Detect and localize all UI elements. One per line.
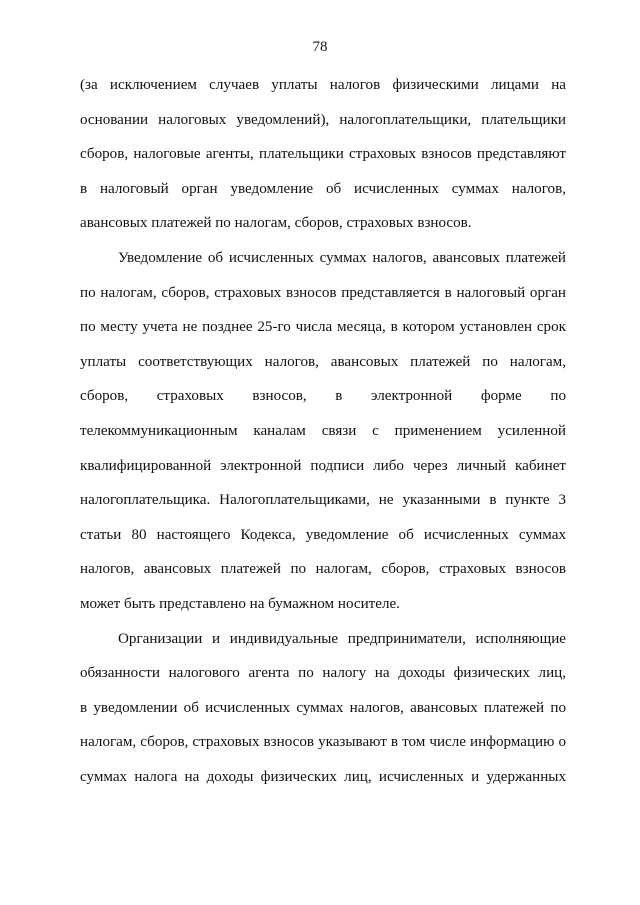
document-body xyxy=(80,68,566,794)
paragraph-2 xyxy=(80,241,566,622)
text-line: налогов, авансовых платежей по налогам, сборов, страховых взносов xyxy=(80,561,566,578)
text-line: авансовых платежей по налогам, сборов, страховых взносов. xyxy=(80,215,472,232)
text-line: налогам, сборов, страховых взносов указывают в том числе информацию о xyxy=(80,734,566,751)
paragraph-3 xyxy=(80,622,566,795)
text-line: статьи 80 настоящего Кодекса, уведомление об исчисленных суммах xyxy=(80,526,566,543)
text-line: Уведомление об исчисленных суммах налогов, авансовых платежей xyxy=(118,249,566,266)
text-line: сборов, страховых взносов, в электронной форме по xyxy=(80,388,566,405)
text-line: в уведомлении об исчисленных суммах налогов, авансовых платежей по xyxy=(80,699,566,716)
text-line: телекоммуникационным каналам связи с применением усиленной xyxy=(80,422,566,439)
text-line: обязанности налогового агента по налогу на доходы физических лиц, xyxy=(80,665,566,682)
page-number: 78 xyxy=(312,39,328,55)
text-line: налогоплательщика. Налогоплательщиками, не указанными в пункте 3 xyxy=(80,492,566,509)
text-line: может быть представлено на бумажном носителе. xyxy=(80,595,400,612)
text-line: Организации и индивидуальные предприниматели, исполняющие xyxy=(118,630,566,647)
text-line: уплаты соответствующих налогов, авансовых платежей по налогам, xyxy=(80,353,566,370)
paragraph-1 xyxy=(80,68,566,241)
text-line: по налогам, сборов, страховых взносов представляется в налоговый орган xyxy=(80,284,566,301)
text-line: основании налоговых уведомлений), налогоплательщики, плательщики xyxy=(80,111,566,128)
text-line: сборов, налоговые агенты, плательщики страховых взносов представляют xyxy=(80,146,566,163)
text-line: по месту учета не позднее 25-го числа месяца, в котором установлен срок xyxy=(80,319,566,336)
text-line: квалифицированной электронной подписи либо через личный кабинет xyxy=(80,457,566,474)
text-line: в налоговый орган уведомление об исчисленных суммах налогов, xyxy=(80,180,566,197)
text-line: суммах налога на доходы физических лиц, исчисленных и удержанных xyxy=(80,768,566,785)
text-line: (за исключением случаев уплаты налогов физическими лицами на xyxy=(80,77,566,93)
